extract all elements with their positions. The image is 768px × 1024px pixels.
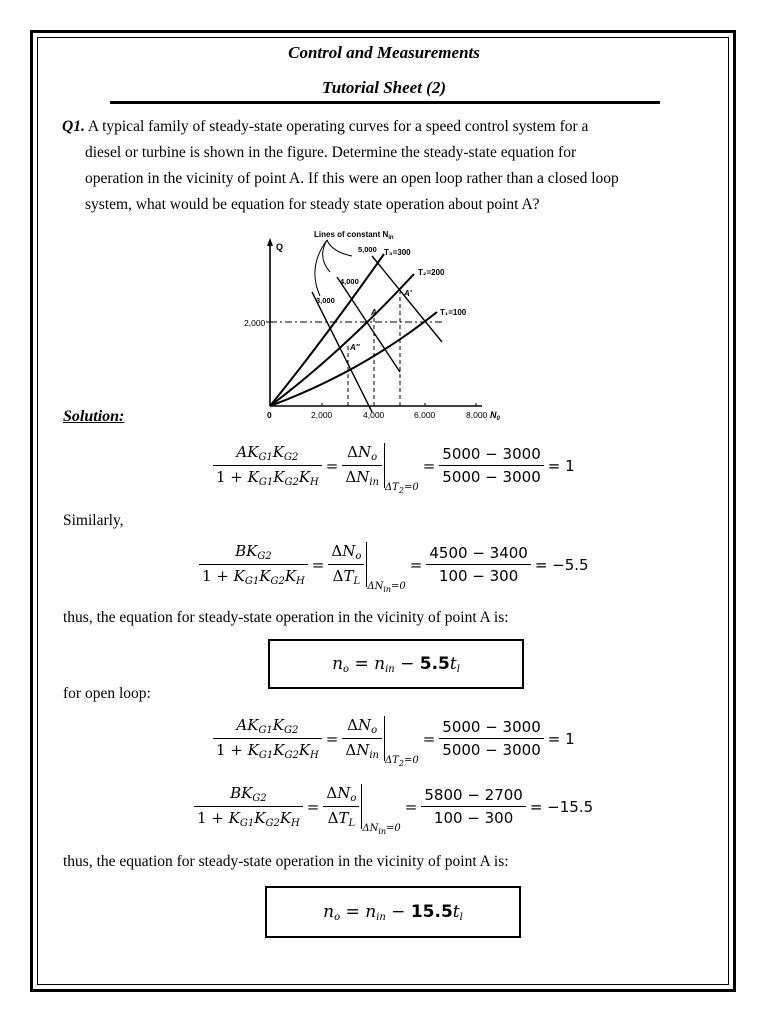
curve-label: T₁=100: [440, 308, 467, 317]
conclusion-text: thus, the equation for steady-state operation in the vicinity of point A is:: [63, 609, 509, 626]
operating-curves-figure: [232, 222, 522, 424]
course-title: Control and Measurements: [288, 43, 480, 62]
closed-loop-result-box: $n_o = n_{in} - 5.5t_l$: [268, 639, 524, 689]
nin-3000-line: [312, 292, 372, 412]
question-line: diesel or turbine is shown in the figure. Determine the steady-state equation for: [85, 144, 577, 161]
open-loop-text: for open loop:: [63, 685, 151, 702]
x-tick-label: 6,000: [414, 410, 436, 420]
curve-label: T₃=300: [384, 248, 411, 257]
open-loop-conclusion-text: thus, the equation for steady-state operation in the vicinity of point A is:: [63, 853, 509, 870]
x-tick-label: 0: [267, 410, 272, 420]
pointer-arrow: [327, 240, 352, 256]
eq3-numerator: 5000 − 3000: [439, 718, 543, 739]
question-label: Q1.: [62, 118, 85, 135]
eq1-numerator: 5000 − 3000: [439, 445, 543, 466]
eq1-denominator: 5000 − 3000: [442, 468, 541, 486]
question-text: [62, 114, 706, 218]
equation-closed-loop-a: $\frac{AK_{G1}K_{G2}}{1 + K_{G1}K_{G2}K_H}$ = $\frac{\Delta N_o}{\Delta N_{in}}$ $_{\Delta T_2=0}$= $\frac{5000 - 3000}{5000 - 3000}$ = 1: [213, 443, 579, 495]
nin-label: 4,000: [340, 277, 359, 286]
y-tick-label: 2,000: [244, 318, 266, 328]
curve-t3-300: [270, 254, 384, 406]
equation-open-loop-b: $\frac{BK_{G2}}{1 + K_{G1}K_{G2}K_H}$ = $\frac{\Delta N_o}{\Delta T_L}$ $_{\Delta N_{in}=0}$= $\frac{5800 - 2700}{100 - 300}$ = −15.5: [194, 784, 597, 836]
pointer-arrow: [315, 240, 327, 296]
eq3-denominator: 5000 − 3000: [442, 741, 541, 759]
curve-t2-200: [270, 274, 414, 406]
y-axis-label: Q: [276, 242, 284, 252]
eq1-result: = 1: [547, 456, 575, 475]
equation-open-loop-a: $\frac{AK_{G1}K_{G2}}{1 + K_{G1}K_{G2}K_H}$ = $\frac{\Delta N_o}{\Delta N_{in}}$ $_{\Delta T_2=0}$= $\frac{5000 - 3000}{5000 - 3000}$ = 1: [213, 716, 579, 768]
title-underline: [110, 101, 660, 104]
x-tick-label: 4,000: [363, 410, 385, 420]
point-label: A: [371, 308, 377, 317]
eq4-result: = −15.5: [529, 797, 594, 816]
eq2-numerator: 4500 − 3400: [426, 544, 530, 565]
eq2-result: = −5.5: [534, 555, 589, 574]
equation-closed-loop-b: $\frac{BK_{G2}}{1 + K_{G1}K_{G2}K_H}$ = $\frac{\Delta N_o}{\Delta T_L}$ $_{\Delta N_{in}=0}$= $\frac{4500 - 3400}{100 - 300}$ = −5.5: [199, 542, 593, 594]
curve-t1-100: [270, 312, 437, 406]
eq4-numerator: 5800 − 2700: [421, 786, 525, 807]
eq4-denominator: 100 − 300: [433, 809, 514, 827]
question-line: operation in the vicinity of point A. If this were an open loop rather than a closed loop: [85, 170, 619, 187]
x-tick-label: 2,000: [311, 410, 333, 420]
eq2-denominator: 100 − 300: [438, 567, 519, 585]
x-axis-label: $N_0$: [490, 410, 500, 422]
question-line: system, what would be equation for steady state operation about point A?: [85, 196, 540, 213]
nin-label: 5,000: [358, 245, 377, 254]
nin-4000-line: [337, 277, 400, 372]
nin-label: 3,000: [316, 296, 335, 305]
x-tick-label: 8,000: [466, 410, 488, 420]
point-label: A′: [404, 289, 412, 298]
legend-title: Lines of constant $N_{in}$: [314, 230, 394, 241]
open-loop-result-box: $n_o = n_{in} - 15.5t_l$: [265, 886, 521, 938]
y-axis-arrow-icon: [267, 238, 273, 246]
eq3-result: = 1: [547, 729, 575, 748]
curve-label: T₂=200: [418, 268, 445, 277]
sheet-title: Tutorial Sheet (2): [321, 78, 447, 97]
question-line: A typical family of steady-state operating curves for a speed control system for a: [87, 118, 589, 135]
solution-heading: Solution:: [63, 408, 125, 425]
point-label: A″: [350, 343, 360, 352]
similarly-text: Similarly,: [63, 512, 124, 529]
